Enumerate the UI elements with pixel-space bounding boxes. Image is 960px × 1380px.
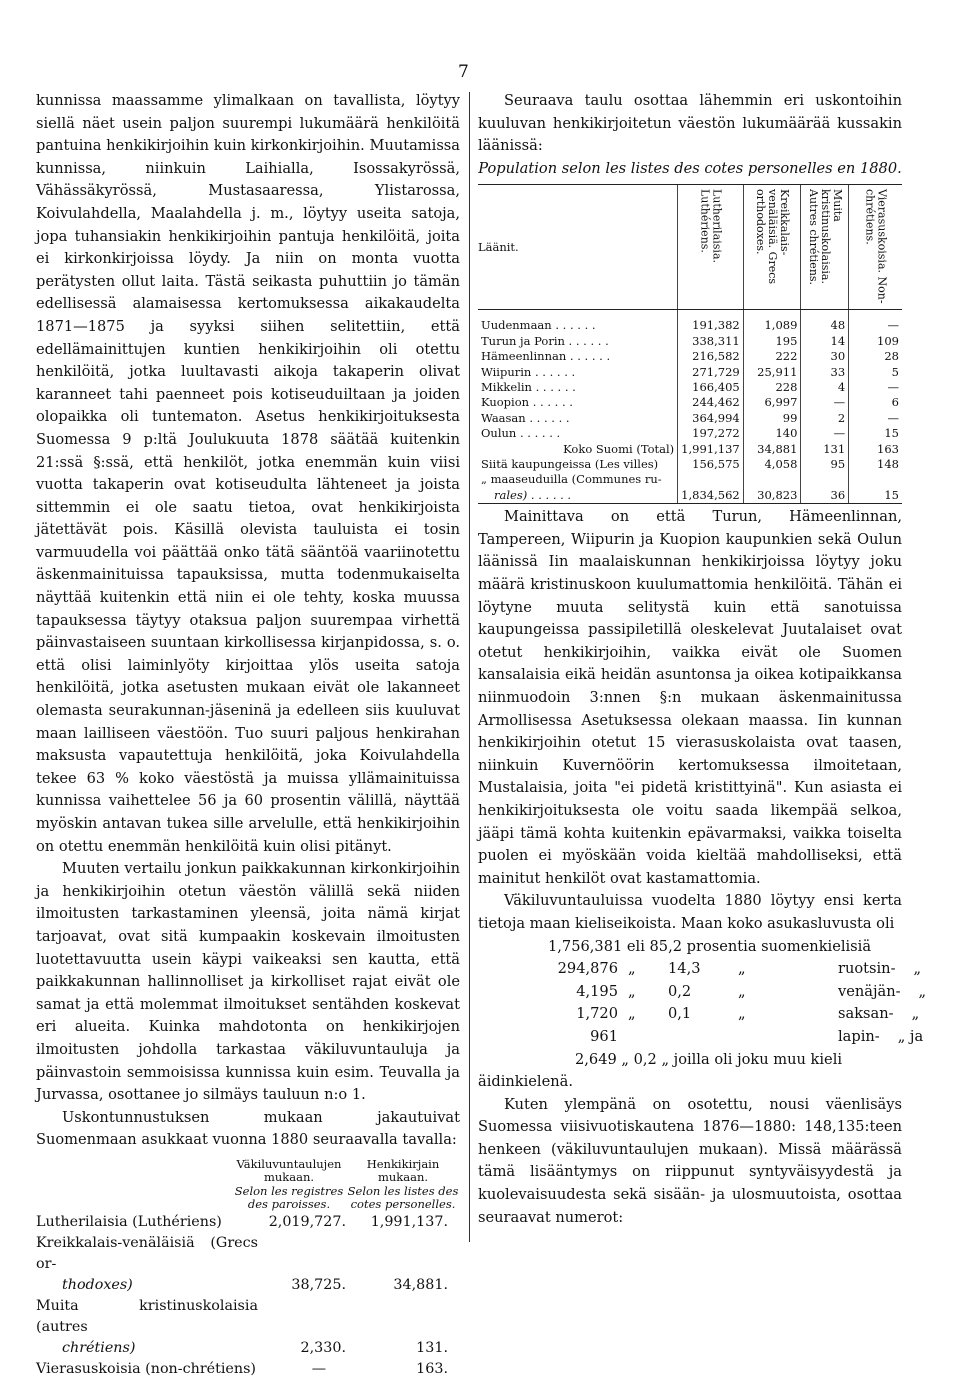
cell: 48 xyxy=(801,318,849,333)
cell: 28 xyxy=(849,349,902,364)
lang-ditto: „ xyxy=(911,1005,920,1023)
table-row xyxy=(478,488,902,504)
cell: 222 xyxy=(743,349,801,364)
paragraph: Seuraava taulu osottaa lähemmin eri uskontoihin kuuluvan henkikirjoitetun väestön lukumäärää kussakin läänissä: xyxy=(478,92,902,155)
row-label: Wiipurin . . . . . . xyxy=(481,364,576,379)
table-body xyxy=(478,310,902,504)
lang-q: „ xyxy=(628,982,636,1000)
cell: 156,575 xyxy=(678,457,744,472)
cell: 5 xyxy=(849,365,902,380)
cell: — xyxy=(801,426,849,441)
column-head: Läänit. xyxy=(478,185,678,310)
cell: 109 xyxy=(849,334,902,349)
page-number: 7 xyxy=(458,62,469,82)
cell: 191,382 xyxy=(678,318,744,333)
cell: 1,991,137. xyxy=(370,1213,448,1230)
cell: 216,582 xyxy=(678,349,744,364)
table-row xyxy=(478,349,902,364)
cell: 163. xyxy=(416,1360,448,1377)
cell: 34,881 xyxy=(743,442,801,457)
row-label: Vierasuskoisia (non-chrétiens) xyxy=(36,1360,257,1377)
paragraph: Mainittava on että Turun, Hämeenlinnan, Tampereen, Wiipurin ja Kuopion kaupunkien sekä Oulun läänissä Iin maalaiskunnan henkikirjoissa löytyy joku määrä kristinuskoon kuulumattomia henkilöitä. Tähän ei löytyne muuta selitystä kuin että sanotuissa kaupungeissa passipiletillä oleskelevat Juutalaiset ovat otetut henkikirjoihin, vaikka eivät ole Suomen kansalaisia eikä heidän asuntonsa ja oikea kotipaikkansa niinmuodoin 3:nnen §:n mukaan äskenmainitussa Armollisessa Asetuksessa olekaan maassa. Iin kunnan henkikirjoihin otetut 15 vierasuskolaista ovat taasen, niinkuin Kuvernöörin kertomuksessa ilmoitetaan, Mustalaisia, joita "ei pidetä kristittyinä". Kun asiasta ei henkikirjoituksesta ole voitu saada likempää selkoa, jääpi tämä kohta kuitenkin epävarmaksi, vaikka toiselta puolen ei myöskään voida kieltää mahdolliseksi, että mainitut henkilöt ovat kastamattomia. xyxy=(478,508,902,887)
cell: 163 xyxy=(849,442,902,457)
column-head: Lutherilaisia. Luthériens. xyxy=(678,185,744,310)
table-row xyxy=(36,1359,460,1380)
list-item xyxy=(478,1026,924,1049)
table-row xyxy=(478,395,902,410)
cell xyxy=(849,472,902,487)
paragraph: kunnissa maassamme ylimalkaan on tavallista, löytyy siellä näet usein paljon suurempi lukumäärä henkilöitä pantuina henkikirjoihin kuin kirkonkirjoihin. Muutamissa kunnissa, niinkuin Laihialla, Isossakyrössä, Vähässäkyrössä, Mustasaaressa, Ylistarossa, Koivulahdella, Maalahdella j. m., löytyy useita satoja, jopa tuhansiakin henkikirjoihin pantuja henkilöitä, joita ei kirkonkirjoissa löydy. Ja niin on monta vuotta perätysten ollut laita. Tästä seikasta puhuttiin jo tämän edellisessä alamaisessa kertomuksessa aikakaudelta 1871—1875 ja syyksi siihen selitettiin, että edellämainittujen kuntien henkikirjoihin oli otettu henkilöitä, jotka luultavasti aikoja takaperin olivat karanneet tahi paenneet pois kotiseuduiltaan ja joiden olopaikka oli tuntematon. Asetus henkikirjoituksesta Suomessa 9 p:ltä Joulukuuta 1878 säätää kuitenkin 21:ssä §:ssä, että henkilöt, jotka enemmän kuin viisi vuotta takaperin ovat kotiseudulta lähteneet ja joista sittemmin ei ole saatu tietoa, ovat henkikirjoista jätettävät pois. Käsillä olevista tauluista ei tosin varmuudella voi päättää onko tätä sääntöä vaariinotettu äskenmainituissa tapauksissa, mutta todenmukaiselta näyttää kuitenkin että niin ei ole tehty, koska muussa tapauksessa täytyy otaksua paljon suurempaa virhettä päinvastaiseen suuntaan kirkollisessa kirjanpidossa, s. o. että olisi laiminlyöty kirjoittaa ylös useita satoja henkilöitä, jotka asetusten mukaan eivät ole lakanneet olemasta seurakunnan-jäseninä ja edelleen siis kuuluvat maan lailliseen väestöön. Tuo suuri paljous henkirahan maksusta vapautettuja henkilöitä, joka Koivulahdella tekee 63 % koko väestöstä ja muissa yllämainituissa kunnissa vaihettelee 56 ja 60 prosentin välillä, näyttää myöskin antavan tukea sille arvelulle, että henkikirjoihin on otettu enemmän henkilöitä kuin olisi pitänyt. xyxy=(36,92,460,855)
table-row xyxy=(478,442,902,457)
paragraph: Väkiluvuntauluissa vuodelta 1880 löytyy ensi kerta tietoja maan kieliseikoista. Maan koko asukasluvusta oli xyxy=(478,892,902,932)
lang-p xyxy=(658,1026,728,1049)
cell: 4 xyxy=(801,380,849,395)
lang-n: 294,876 xyxy=(557,960,618,978)
lang-ditto: „ ja xyxy=(897,1027,924,1045)
cell: — xyxy=(849,380,902,395)
table-row xyxy=(478,318,902,333)
cell: 6,997 xyxy=(743,395,801,410)
list-item xyxy=(478,1003,920,1026)
lang-q2: „ xyxy=(738,982,746,1000)
table-row xyxy=(36,1296,460,1338)
cell: 14 xyxy=(801,334,849,349)
row-label: Koko Suomi (Total) xyxy=(563,441,675,456)
lang-p: 14,3 xyxy=(668,960,701,978)
lang-term: ruotsin- xyxy=(838,960,896,978)
lang-q2 xyxy=(728,1026,838,1049)
row-label: Waasan . . . . . . xyxy=(481,410,570,425)
row-label: Oulun . . . . . . xyxy=(481,426,561,441)
cell: 197,272 xyxy=(678,426,744,441)
column-head: Henkikirjain mukaan. xyxy=(366,1156,440,1185)
lang-q: „ xyxy=(628,960,636,978)
row-label: chrétiens) xyxy=(62,1339,136,1356)
cell: 228 xyxy=(743,380,801,395)
table-caption: Population selon les listes des cotes personelles en 1880. xyxy=(478,159,902,177)
row-label: Lutherilaisia (Luthériens) xyxy=(36,1213,222,1230)
cell: 271,729 xyxy=(678,365,744,380)
table-header xyxy=(36,1158,460,1212)
row-label: Kreikkalais-venäläisiä (Grecs or- xyxy=(36,1234,258,1272)
cell: — xyxy=(801,395,849,410)
lang-ditto: „ xyxy=(913,960,922,978)
list-item: 1,756,381 eli 85,2 prosentia suomenkielisiä xyxy=(548,937,872,955)
lang-t xyxy=(838,958,922,981)
cell: 2,019,727. xyxy=(268,1213,346,1230)
left-column xyxy=(36,90,460,1380)
cell: 6 xyxy=(849,395,902,410)
lang-n: 4,195 xyxy=(576,982,618,1000)
table-row xyxy=(36,1338,460,1359)
cell: 2 xyxy=(801,411,849,426)
table-row xyxy=(478,426,902,441)
cell: 195 xyxy=(743,334,801,349)
cell: 140 xyxy=(743,426,801,441)
lang-term: saksan- xyxy=(838,1005,894,1023)
cell: 25,911 xyxy=(743,365,801,380)
column-head: Vierasuskoisia. Non-chrétiens. xyxy=(849,185,902,310)
lang-term: lapin- xyxy=(838,1027,880,1045)
cell: 15 xyxy=(849,426,902,441)
religion-summary-table xyxy=(36,1158,460,1380)
cell xyxy=(678,472,744,487)
lang-q: „ xyxy=(628,1005,636,1023)
column-divider xyxy=(469,92,470,1242)
table-row xyxy=(36,1233,460,1275)
cell: 131. xyxy=(416,1339,448,1356)
cell: 364,994 xyxy=(678,411,744,426)
lang-n: 961 xyxy=(590,1027,618,1045)
row-label: Turun ja Porin . . . . . . xyxy=(481,333,609,348)
list-item xyxy=(478,958,922,981)
column-head: Väkiluvuntaulujen mukaan. xyxy=(236,1156,342,1185)
language-list xyxy=(478,936,927,1094)
row-label: Mikkelin . . . . . . xyxy=(481,380,576,394)
list-item xyxy=(478,981,927,1004)
lang-p: 0,2 xyxy=(668,982,692,1000)
table-row xyxy=(36,1275,460,1296)
lang-t xyxy=(838,1003,920,1026)
table-row xyxy=(478,457,902,472)
table-row xyxy=(478,411,902,426)
column-head-fr: Selon les listes des cotes personelles. xyxy=(347,1183,459,1212)
row-label: „ maaseuduilla (Communes ru- xyxy=(481,472,662,487)
lang-term: venäjän- xyxy=(838,982,901,1000)
cell: 131 xyxy=(801,442,849,457)
lang-p: 0,1 xyxy=(668,1005,692,1023)
column-head: Muita kristinuskolaisia. Autres chrétiens. xyxy=(801,185,849,310)
paragraph: Kuten ylempänä on osotettu, nousi väenlisäys Suomessa viisivuotiskautena 1876—1880: 148,135:teen henkeen (väkiluvuntaulujen mukaan). Missä määrässä tämä lisääntymys on riippunut syntyväisyydestä ja kuolevaisuudesta sekä sisään- ja ulosmuutoista, osottaa seuraavat numerot: xyxy=(478,1095,902,1226)
table-header xyxy=(478,185,902,310)
cell: 148 xyxy=(849,457,902,472)
cell: 30 xyxy=(801,349,849,364)
cell xyxy=(801,472,849,487)
cell: 38,725. xyxy=(291,1276,346,1293)
row-label: Kuopion . . . . . . xyxy=(481,395,573,410)
cell xyxy=(743,472,801,487)
population-by-province-table xyxy=(478,184,902,504)
cell: 95 xyxy=(801,457,849,472)
cell: 15 xyxy=(849,488,902,504)
cell: 4,058 xyxy=(743,457,801,472)
lang-q2: „ xyxy=(738,960,746,978)
row-label: thodoxes) xyxy=(62,1276,133,1293)
column-head-fr: Selon les registres des paroisses. xyxy=(234,1183,344,1212)
cell: 33 xyxy=(801,365,849,380)
column-head: Kreikkalais-venäläisiä. Grecs orthodoxes. xyxy=(743,185,801,310)
cell: 36 xyxy=(801,488,849,504)
paragraph: Muuten vertailu jonkun paikkakunnan kirkonkirjoihin ja henkikirjoihin otetun väestön välillä sekä niiden ilmoitusten tarkastaminen yleensä, joita nämä kirjat tarjoavat, ovat sitä kumpaakin koskevain ilmoitusten luotettavuutta usein käypi vaikeaksi sen kautta, että paikkakunnan hallinnolliset ja kirkolliset rajat eivät ole samat ja että molemmat ilmoitukset sentähden koskevat eri alueita. Kuinka mahdotonta on henkikirjojen ilmoitusten johdolla tarkastaa väkiluvuntauluja ja päinvastoin semmoisissa kunnissa kuin esim. Teuvalla ja Jurvassa, osottanee jo silmäys tauluun n:o 1. xyxy=(36,860,460,1104)
cell: 30,823 xyxy=(743,488,801,504)
lang-n: 1,720 xyxy=(576,1005,618,1023)
cell: 34,881. xyxy=(393,1276,448,1293)
cell: — xyxy=(849,318,902,333)
lang-t xyxy=(838,1026,924,1049)
row-label: Muita kristinuskolaisia (autres xyxy=(36,1297,258,1335)
cell: 1,834,562 xyxy=(678,488,744,504)
paragraph: Uskontunnustuksen mukaan jakautuivat Suomenmaan asukkaat vuonna 1880 seuraavalla tavalla: xyxy=(36,1108,460,1149)
row-label: Hämeenlinnan . . . . . . xyxy=(481,349,611,364)
cell: — xyxy=(849,411,902,426)
right-column xyxy=(478,90,927,1229)
cell: 2,330. xyxy=(300,1339,346,1356)
cell: 1,991,137 xyxy=(678,442,744,457)
cell: 166,405 xyxy=(678,380,744,395)
lang-q2: „ xyxy=(738,1005,746,1023)
cell: 99 xyxy=(743,411,801,426)
lang-q xyxy=(618,1026,658,1049)
table-row xyxy=(36,1212,460,1233)
cell: — xyxy=(311,1360,326,1377)
row-label: rales) . . . . . . xyxy=(478,488,678,504)
cell: 1,089 xyxy=(743,318,801,333)
lang-t xyxy=(838,981,927,1004)
table-row xyxy=(478,334,902,349)
cell: 338,311 xyxy=(678,334,744,349)
table-row xyxy=(478,472,902,487)
cell: 244,462 xyxy=(678,395,744,410)
list-item: 2,649 „ 0,2 „ joilla oli joku muu kieli xyxy=(575,1050,843,1068)
row-label: Siitä kaupungeissa (Les villes) xyxy=(481,457,659,472)
table-row xyxy=(478,380,902,395)
lang-ditto: „ xyxy=(918,982,927,1000)
row-label: Uudenmaan . . . . . . xyxy=(481,318,596,333)
list-item: äidinkielenä. xyxy=(478,1073,573,1091)
table-row xyxy=(478,365,902,380)
